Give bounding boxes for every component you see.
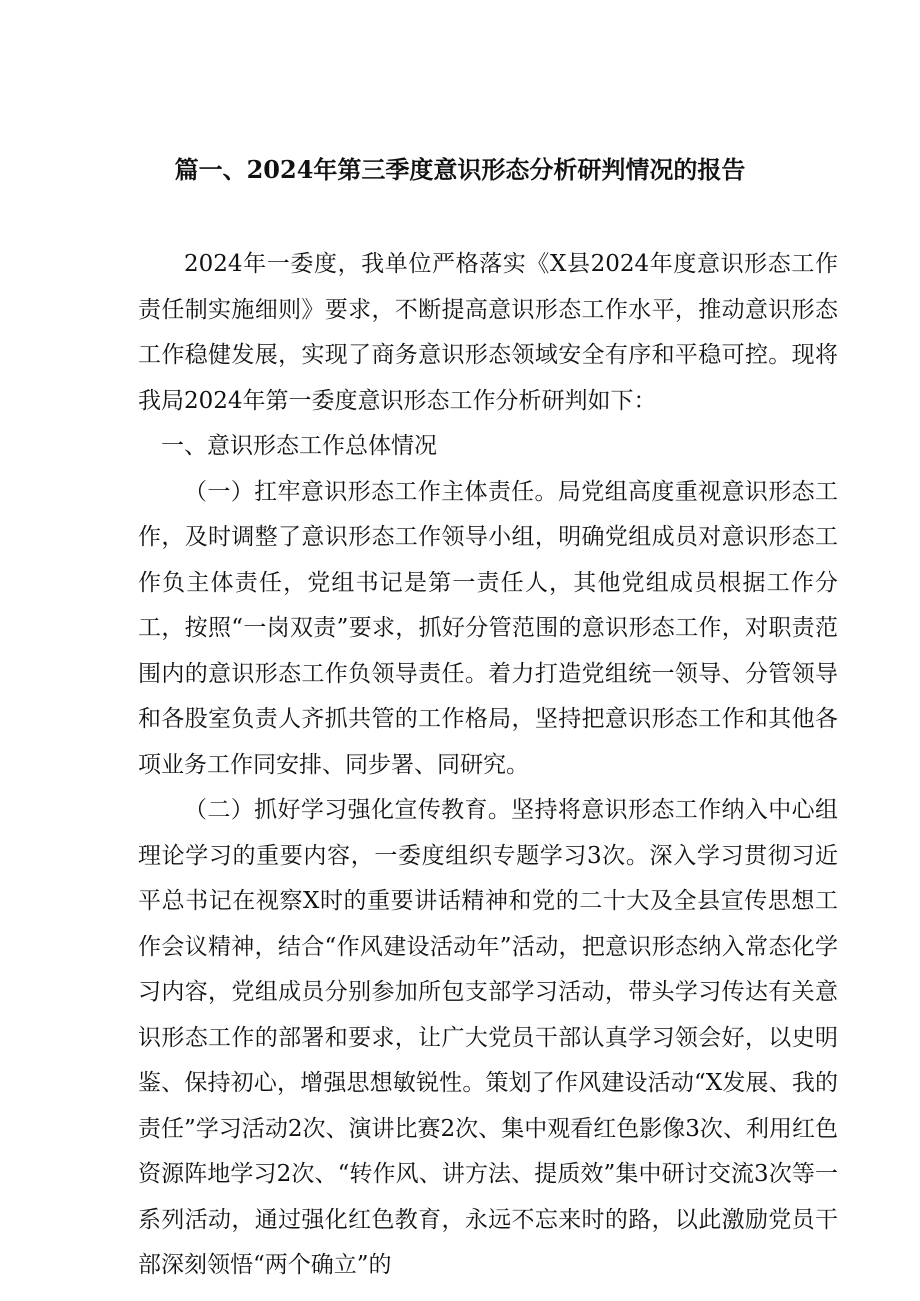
body-paragraph-1: （一）扛牢意识形态工作主体责任。局党组高度重视意识形态工作，及时调整了意识形态工作领导小组，明确党组成员对意识形态工作负主体责任，党组书记是第一责任人，其他党组成员根据工作分工，按照“一岗双责”要求，抓好分管范围的意识形态工作，对职责范围内的意识形态工作负领导责任。着力打造党组统一领导、分管领导和各股室负责人齐抓共管的工作格局，坚持把意识形态工作和其他各项业务工作同安排、同步署、同研究。 <box>138 478 838 778</box>
document-title: 篇一、2024年第三季度意识形态分析研判情况的报告 <box>174 155 746 184</box>
document-body <box>138 242 838 1289</box>
body-paragraph-2: （二）抓好学习强化宣传教育。坚持将意识形态工作纳入中心组理论学习的重要内容，一委度组织专题学习3次。深入学习贯彻习近平总书记在视察X时的重要讲话精神和党的二十大及全县宣传思想工作会议精神，结合“作风建设活动年”活动，把意识形态纳入常态化学习内容，党组成员分别参加所包支部学习活动，带头学习传达有关意识形态工作的部署和要求，让广大党员干部认真学习领会好，以史明鉴、保持初心，增强思想敏锐性。策划了作风建设活动“X发展、我的责任”学习活动2次、演讲比赛2次、集中观看红色影像3次、利用红色资源阵地学习2次、“转作风、讲方法、提质效”集中研讨交流3次等一系列活动，通过强化红色教育，永远不忘来时的路，以此激励党员干部深刻领悟“两个确立”的 <box>138 797 838 1278</box>
intro-paragraph: 2024年一委度，我单位严格落实《X县2024年度意识形态工作责任制实施细则》要求，不断提高意识形态工作水平，推动意识形态工作稳健发展，实现了商务意识形态领域安全有序和平稳可控。现将我局2024年第一委度意识形态工作分析研判如下： <box>138 251 838 414</box>
section-heading: 一、意识形态工作总体情况 <box>161 433 437 459</box>
